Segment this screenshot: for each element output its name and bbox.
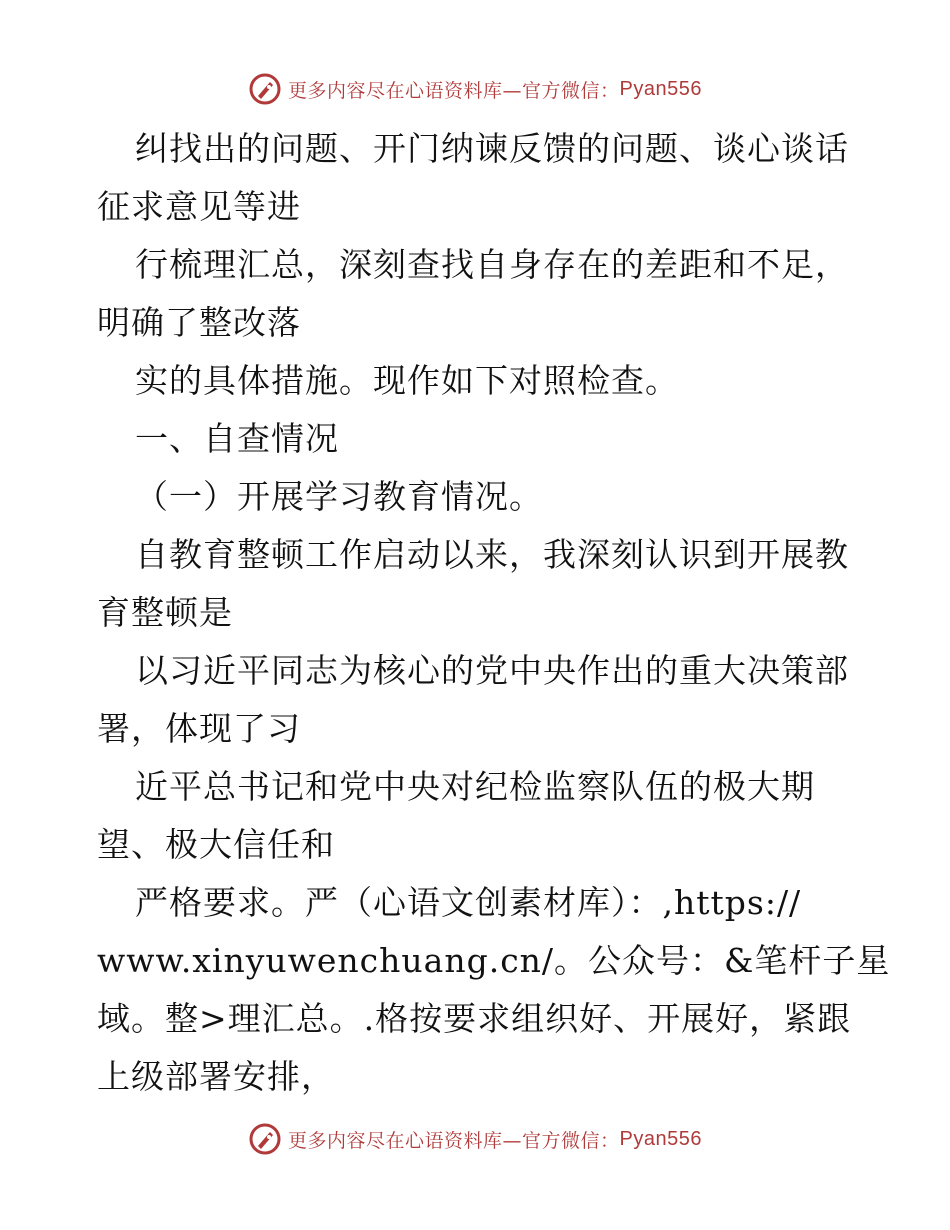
paragraph-line: 育整顿是 [97,593,233,632]
header-watermark [0,72,950,106]
paragraph-line: www.xinyuwenchuang.cn/。公众号：&笔杆子星 [97,941,891,980]
section-heading: 一、自查情况 [135,419,339,458]
pen-nib-logo-icon [248,72,282,106]
pen-nib-logo-icon [248,1122,282,1156]
paragraph-line: 纠找出的问题、开门纳谏反馈的问题、谈心谈话 [135,129,849,168]
footer-text-cn: 更多内容尽在心语资料库—官方微信： [288,1129,620,1152]
subsection-heading: （一）开展学习教育情况。 [135,477,543,516]
paragraph-line: 上级部署安排， [97,1057,335,1096]
paragraph-line: 明确了整改落 [97,303,301,342]
paragraph-line: 近平总书记和党中央对纪检监察队伍的极大期 [135,767,815,806]
paragraph-line: 望、极大信任和 [97,825,335,864]
paragraph-line: 自教育整顿工作启动以来，我深刻认识到开展教 [135,535,849,574]
paragraph-line: 以习近平同志为核心的党中央作出的重大决策部 [135,651,849,690]
paragraph-line: 行梳理汇总，深刻查找自身存在的差距和不足， [135,245,849,284]
paragraph-line: 署，体现了习 [97,709,301,748]
paragraph-line: 域。整>理汇总。.格按要求组织好、开展好，紧跟 [97,999,852,1038]
footer-watermark [0,1122,950,1156]
paragraph-line: 严格要求。严（心语文创素材库）：,https:// [135,883,802,922]
header-text-cn: 更多内容尽在心语资料库—官方微信： [288,79,620,102]
paragraph-line: 实的具体措施。现作如下对照检查。 [135,361,679,400]
paragraph-line: 征求意见等进 [97,187,301,226]
header-text-latin: Pyan556 [619,77,702,100]
document-body [97,120,891,1106]
footer-text-latin: Pyan556 [619,1127,702,1150]
